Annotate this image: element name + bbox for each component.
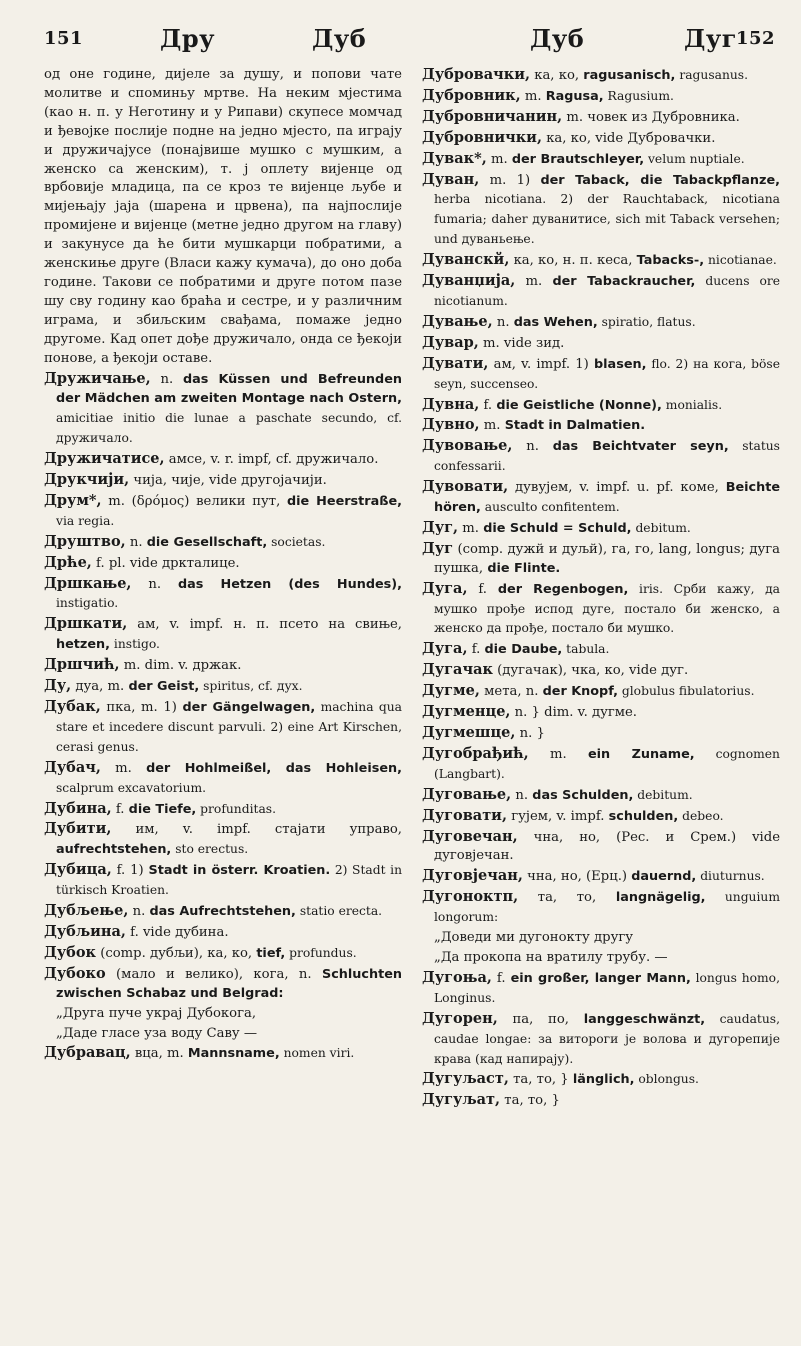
entry-latin-gloss: scalprum excavatorium. [56,780,207,795]
entry-definition: f. [467,581,498,597]
dictionary-entry [422,786,780,806]
entry-definition: m. човек из Дубровника. [562,109,740,125]
entry-definition: m. (δρόμος) велики пут, [101,493,287,509]
entry-german-gloss: die Schuld = Schuld, [483,520,632,536]
dictionary-entry [422,828,780,867]
entry-headword: Друкчији, [44,471,130,489]
entry-headword: Дугуљат, [422,1091,501,1109]
entry-definition: m. [520,88,546,104]
dictionary-entry [422,108,780,128]
entry-latin-gloss: profunditas. [196,801,277,816]
entry-latin-gloss: societas. [267,534,326,549]
entry-headword: Дуговање, [422,785,512,803]
entry-german-gloss: Stadt in Dalmatien. [504,418,646,434]
dictionary-entry [422,1070,780,1090]
entry-definition: амсе, v. r. impf, cf. дружичало. [164,452,379,468]
entry-definition: дуа, m. [71,679,129,695]
entry-german-gloss: die Daube, [484,642,563,658]
entry-definition: f. vide дубина. [125,924,229,940]
dictionary-entry [44,533,402,553]
entry-headword: Дувна, [422,395,480,413]
page-header [44,14,781,66]
dictionary-entry [422,580,780,640]
entry-headword: Дувар, [422,333,479,351]
entry-german-gloss: Beichte hören, [434,480,780,516]
entry-german-gloss: die Geistliche (Nonne), [496,397,662,413]
entry-headword: Ду, [44,677,72,695]
entry-latin-gloss: velum nuptiale. [644,151,745,166]
entry-headword: Дугоња, [422,968,492,986]
entry-definition: n. } [515,726,545,741]
dictionary-entry [422,355,780,395]
entry-definition: m. [528,746,588,762]
entry-latin-gloss: unguium longorum: [434,890,780,925]
dictionary-entry [422,313,780,333]
dictionary-entry [422,150,780,170]
verse-quote: „Даде гласе уза воду Саву — [56,1025,258,1041]
entry-headword: Дубица, [44,861,112,879]
verse-quote: „Друга пуче украј Дубокога, [56,1005,257,1021]
entry-definition: чна, но, (Ерц.) [522,869,632,885]
dictionary-entry [422,171,780,251]
entry-headword: Дугменце, [422,703,511,721]
entry-latin-gloss: longus homo, Longinus. [434,970,780,1005]
entry-definition: ка, ко, [530,68,584,83]
entry-german-gloss: Tabacks-, [636,253,705,269]
entry-definition: мета, n. [479,684,543,700]
entry-definition: f. [111,801,129,817]
entry-headword: Дувно, [422,416,480,434]
dictionary-entry [422,888,780,928]
entry-german-gloss: das Küssen und Befreunden der Mädchen am zweiten Montage nach Ostern, [56,371,402,407]
entry-headword: Дуговати, [422,806,507,824]
entry-headword: Дуванџија, [422,272,516,290]
entry-definition: ка, ко, vide Дубровачки. [542,130,716,146]
entry-definition: ка, ко, н. п. кеса, [509,253,637,269]
dictionary-entry [422,129,780,149]
entry-definition: f. 1) [111,863,149,879]
dictionary-entry [422,478,780,518]
entry-headword: Дугуљаст, [422,1070,509,1088]
right-page-number: 152 [736,28,776,49]
entry-german-gloss: die Heerstraße, [287,493,402,509]
entry-headword: Дубравац, [44,1044,131,1062]
dictionary-entry [422,1010,780,1070]
entry-definition: m. [486,151,512,167]
entry-latin-gloss: via regia. [56,513,115,528]
entry-german-gloss: der Gängelwagen, [182,700,316,715]
entry-german-gloss: der Geist, [128,679,200,695]
entry-german-gloss: der Knopf, [542,684,618,700]
entry-latin-gloss: monialis. [661,397,723,412]
dictionary-entry [44,800,402,820]
entry-definition: ам, v. impf. 1) [488,356,595,372]
entry-latin-gloss: amicitiae initio die lunae a paschate secundo, cf. дружичало. [56,411,402,446]
entry-headword: Дугорен, [422,1009,498,1027]
entry-latin-gloss: debitum. [633,787,693,802]
entry-definition: дувујем, v. impf. u. pf. коме, [508,480,726,496]
entry-headword: Дуг [422,539,454,557]
entry-headword: Дугме, [422,682,480,700]
entry-german-gloss: der Hohlmeißel, das Hohleisen, [146,760,402,776]
entry-headword: Дувовање, [422,437,513,455]
dictionary-entry [44,965,402,1004]
entry-latin-gloss: flo. 2) на кога, böse seyn, succenseo. [434,356,781,391]
entry-german-gloss: der Taback, die Tabackpflanze, [540,172,780,188]
dictionary-entry [44,759,402,799]
entry-latin-gloss: spiratio, flatus. [597,314,696,329]
entry-latin-gloss: profundus. [285,945,357,960]
entry-latin-gloss: ducens ore nicotianum. [434,274,780,308]
entry-definition: (мало и велико), кога, n. [105,966,322,982]
entry-definition: им, v. impf. стајати управо, [111,822,402,838]
dictionary-entry [422,334,780,354]
entry-german-gloss: Stadt in österr. Kroatien. [148,863,331,879]
entry-latin-gloss: machina qua stare et incedere discunt parvuli. 2) eine Art Kirschen, cerasi genus. [56,700,402,754]
entry-headword: Дуговјечан, [422,867,523,885]
verse-quote: „Доведи ми дугонокту другу [434,930,633,946]
dictionary-entry [44,902,402,922]
dictionary-entry [422,745,780,785]
entry-headword: Дугмешце, [422,724,516,741]
dictionary-entry [44,698,402,758]
entry-definition: m. vide зид. [478,335,565,351]
entry-headword: Дуван, [422,170,480,188]
entry-headword: Дугачак [422,661,493,679]
right-guide-word-first: Дуб [530,24,585,53]
entry-definition: ам, v. impf. н. п. псето на свиње, [127,617,402,633]
entry-headword: Дуговечан, [422,827,518,845]
entry-german-gloss: das Schulden, [532,787,634,803]
left-guide-word-first: Дру [160,24,215,53]
entry-definition: гујем, v. impf. [507,808,609,824]
entry-definition: f. [467,642,485,658]
dictionary-entry [422,251,780,271]
entry-headword: Дубок [44,943,96,961]
entry-definition: n. [131,576,178,592]
entry-latin-gloss: debitum. [631,520,691,535]
entry-headword: Дугоноктп, [422,888,519,906]
paragraph-text: од оне године, дијеле за душу, и попови чате молитве и споминьу мртве. На неким мјестима (као н. п. у Неготину и у Рипави) скупесе момчад и ђевојке послије подне на једно мјесто, па играју и дружичајусе (понајвише мушко с мушким, а женско са женским), т. ј оплету вијенце од врбовије младица, па се кроз те вијенце љубе и мијењају јаја (шарена и црвена), па најпослије промијене и вијенце (метне једно другом на главу) и закунусе да ће бити мушкарци побратими, а женскиње друге (Власи кажу кумача), до оно доба године. Такови се побратими и друге потом пазе шу сву годину као браћа и сестре, и у различним играма, и збиљским свађама, помаже једно другоме. Кад опет дође дружичало, онда се ђекоји понове, а ђекоји оставе. [44,67,402,366]
dictionary-entry [44,554,402,574]
dictionary-entry [422,867,780,887]
entry-german-gloss: tief, [256,945,286,961]
entry-german-gloss: die Gesellschaft, [146,534,268,550]
entry-headword: Дружичање, [44,369,151,387]
entry-german-gloss: das Aufrechtstehen, [149,904,296,920]
entry-german-gloss: die Tiefe, [128,801,197,817]
entry-latin-gloss: cognomen (Langbart). [434,746,780,781]
entry-latin-gloss: instigatio. [56,596,119,611]
dictionary-entry [44,677,402,697]
entry-definition: m. [458,520,484,536]
entry-definition: n. [128,904,150,920]
entry-headword: Дршкати, [44,615,128,633]
entry-headword: Дубоко [44,964,106,982]
dictionary-entry [422,66,780,86]
entry-headword: Друштво, [44,532,126,550]
entry-latin-gloss: herba nicotiana. 2) der Rauchtaback, nicotiana fumaria; daher дуванитисе, sich mit Taback versehen; und дуваньење. [434,192,780,247]
entry-german-gloss: das Hetzen (des Hundes), [177,576,402,592]
entry-german-gloss: das Beichtvater seyn, [552,439,729,455]
entry-german-gloss: ein Zuname, [587,746,695,762]
entry-german-gloss: aufrechtstehen, [56,842,172,858]
dictionary-entry [422,519,780,539]
entry-latin-gloss: iris. Срби кажу, да мушко прође испод дуге, постало би женско, а женско да прође, постало би мушко. [434,581,780,636]
entry-german-gloss: das Wehen, [513,314,598,330]
entry-headword: Дугобрађић, [422,744,529,762]
entry-german-gloss: langgeschwänzt, [583,1011,706,1027]
entry-headword: Дружичатисе, [44,450,165,468]
entry-definition: чна, но, (Рес. и Срем.) vide дуговјечан. [434,829,780,864]
entry-german-gloss: schulden, [608,808,679,824]
entry-german-gloss: hetzen, [56,637,111,653]
entry-german-gloss: länglich, [572,1072,635,1088]
entry-latin-gloss: status confessarii. [434,439,780,474]
dictionary-entry [422,661,780,681]
entry-german-gloss: ragusanisch, [583,68,676,83]
dictionary-entry [44,471,402,491]
entry-definition: n. } dim. v. дугме. [510,705,637,721]
entry-definition: m. dim. v. држак. [119,658,242,674]
dictionary-entry [422,437,780,477]
left-page-number: 151 [44,28,84,49]
entry-latin-gloss: globulus fibulatorius. [617,684,755,699]
entry-headword: Дубач, [44,758,101,776]
right-column [422,66,780,1112]
entry-definition: m. 1) [479,172,541,188]
dictionary-entry [44,820,402,860]
entry-latin-gloss: statio erecta. [295,904,383,919]
entry-headword: Дување, [422,312,493,330]
dictionary-entry [422,416,780,436]
entry-latin-gloss: tabula. [562,642,610,657]
entry-definition: m. [100,760,147,776]
entry-definition: (comp. дубљи), ка, ко, [96,945,257,961]
entry-latin-gloss: nomen viri. [279,1046,355,1061]
entry-headword: Дрће, [44,553,92,571]
entry-headword: Дуванскй, [422,251,510,269]
dictionary-entry [44,450,402,470]
dictionary-entry [422,724,780,744]
dictionary-entry [44,1044,402,1064]
dictionary-entry [44,861,402,901]
entry-german-gloss: die Flinte. [487,560,561,576]
entry-definition: f. pl. vide дркталице. [91,555,240,571]
entry-definition: f. [479,397,497,413]
verse-quote: „Да прокопа на вратилу трубу. — [434,949,668,965]
dictionary-entry [422,540,780,579]
entry-latin-gloss: debeo. [678,808,724,823]
entry-german-gloss: dauernd, [631,869,697,885]
entry-latin-gloss: diuturnus. [696,869,765,884]
entry-definition: та, то, } [500,1093,560,1109]
dictionary-entry [422,396,780,416]
left-column [44,66,402,1112]
entry-latin-gloss: caudatus, caudae longae: за витороги је волова и дугорепије крава (кад напирају). [434,1011,780,1066]
left-guide-word-last: Дуб [312,24,367,53]
entry-headword: Дубљење, [44,902,129,920]
entry-headword: Дувак*, [422,149,487,167]
dictionary-columns [44,66,781,1112]
entry-german-gloss: blasen, [594,356,647,372]
entry-latin-gloss: 2) Stadt in türkisch Kroatien. [56,863,402,898]
entry-definition: n. [492,314,514,330]
entry-headword: Дуга, [422,640,468,658]
entry-german-gloss: Ragusa, [545,88,604,104]
entry-definition: (comp. дужй и дуљй), га, го, lang, longus; дуга пушка, [434,541,780,576]
dictionary-entry [44,575,402,615]
entry-latin-gloss: nicotianae. [704,253,777,268]
entry-definition: чија, чије, vide другојачији. [129,473,327,489]
entry-german-gloss: der Regenbogen, [497,581,629,597]
entry-headword: Дувати, [422,354,489,372]
entry-headword: Дубак, [44,698,101,715]
entry-headword: Дубина, [44,799,112,817]
entry-headword: Дубљина, [44,922,126,940]
entry-latin-gloss: sto erectus. [171,842,249,857]
dictionary-entry [422,969,780,1009]
entry-headword: Дуг, [422,518,459,536]
entry-definition: n. [150,371,184,387]
entry-definition: та, то, } [508,1072,573,1088]
dictionary-entry [422,807,780,827]
entry-definition: та, то, [518,890,616,906]
dictionary-entry [44,492,402,532]
entry-headword: Дубровник, [422,86,521,104]
entry-definition: (дугачак), чка, ко, vide дуг. [492,663,689,679]
entry-headword: Дуга, [422,579,468,597]
right-guide-word-last: Дуг [684,24,737,53]
entry-definition: f. [491,970,511,986]
dictionary-entry [44,615,402,655]
dictionary-entry [44,944,402,964]
entry-headword: Дубровачки, [422,66,531,83]
dictionary-entry [422,703,780,723]
entry-definition: m. [479,418,505,434]
entry-headword: Дувовати, [422,478,509,496]
entry-german-gloss: Mannsname, [187,1046,280,1062]
dictionary-entry [44,656,402,676]
entry-latin-gloss: Ragusium. [603,88,674,103]
dictionary-entry [44,370,402,450]
entry-headword: Дршкање, [44,574,132,592]
dictionary-entry [422,640,780,660]
dictionary-entry [422,682,780,702]
entry-german-gloss: der Brautschleyer, [511,151,645,167]
dictionary-entry [422,87,780,107]
entry-definition: n. [511,787,533,803]
entry-headword: Дубити, [44,820,112,838]
entry-latin-gloss: oblongus. [634,1072,699,1087]
entry-headword: Дршчић, [44,656,120,674]
entry-latin-gloss: spiritus, cf. дух. [199,679,303,694]
entry-latin-gloss: ragusanus. [675,68,749,82]
entry-headword: Друм*, [44,491,102,509]
entry-german-gloss: Schluchten zwischen Schabaz und Belgrad: [56,966,402,1001]
entry-definition: n. [125,534,147,550]
entry-definition: n. [512,439,553,455]
dictionary-entry [44,923,402,943]
entry-definition: вца, m. [130,1046,188,1062]
entry-definition: па, по, [497,1011,584,1027]
entry-headword: Дубровничанин, [422,107,563,125]
entry-definition: пка, m. 1) [100,700,183,715]
entry-german-gloss: langnägelig, [615,890,706,906]
entry-latin-gloss: ausculto confitentem. [480,500,620,515]
entry-definition: m. [515,274,553,290]
dictionary-entry [422,272,780,312]
dictionary-entry [422,1091,780,1111]
entry-latin-gloss: instigo. [110,637,160,652]
entry-german-gloss: der Tabackraucher, [552,274,696,290]
entry-headword: Дубровнички, [422,128,542,146]
entry-german-gloss: ein großer, langer Mann, [510,970,691,986]
